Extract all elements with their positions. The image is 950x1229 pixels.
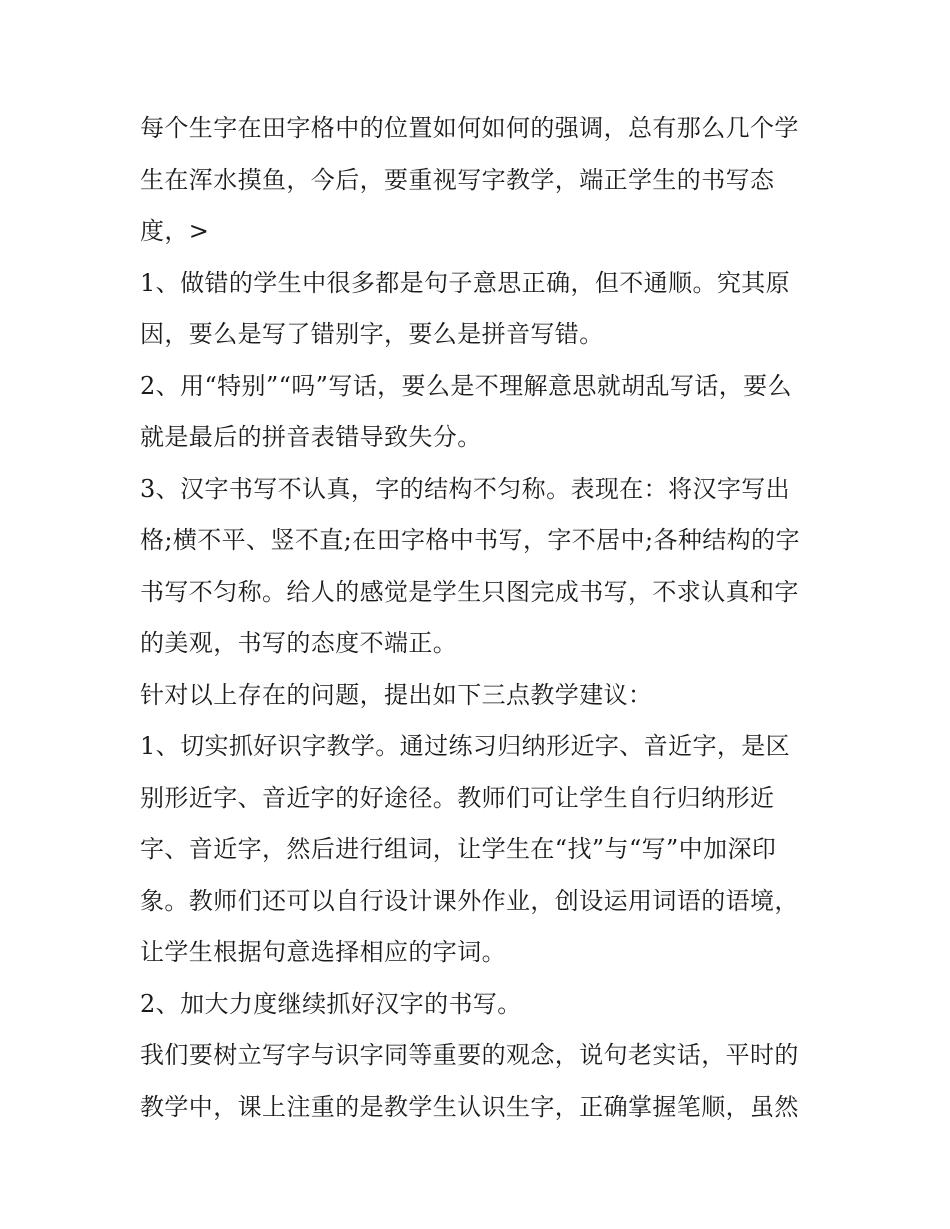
text-line: 书写不匀称。给人的感觉是学生只图完成书写，不求认真和字 xyxy=(140,577,799,606)
text-line: 度，> xyxy=(140,217,210,245)
text-line: 格;横不平、竖不直;在田字格中书写，字不居中;各种结构的字 xyxy=(140,526,800,554)
paragraph-problem-3 xyxy=(140,464,820,670)
paragraph-problem-2 xyxy=(140,361,820,464)
text-line: 2、用“特别”“吗”写话，要么是不理解意思就胡乱写话，要么 xyxy=(140,371,792,400)
text-line: 3、汉字书写不认真，字的结构不匀称。表现在：将汉字写出 xyxy=(140,474,791,503)
text-line: 字、音近字，然后进行组词，让学生在“找”与“写”中加深印 xyxy=(140,835,777,863)
text-line: 我们要树立写字与识字同等重要的观念，说句老实话，平时的 xyxy=(140,1041,799,1069)
text-line: 1、切实抓好识字教学。通过练习归纳形近字、音近字，是区 xyxy=(140,732,791,760)
text-line: 让学生根据句意选择相应的字词。 xyxy=(140,938,506,966)
document-body xyxy=(140,103,820,1133)
text-line: 2、加大力度继续抓好汉字的书写。 xyxy=(140,989,522,1018)
text-line: 的美观，书写的态度不端正。 xyxy=(140,629,458,657)
text-line: 教学中，课上注重的是教学生认识生字，正确掌握笔顺，虽然 xyxy=(140,1092,799,1121)
text-line: 象。教师们还可以自行设计课外作业，创设运用词语的语境， xyxy=(140,886,799,915)
text-line: 别形近字、音近字的好途径。教师们可让学生自行归纳形近 xyxy=(140,783,775,812)
paragraph-writing-importance xyxy=(140,1030,820,1133)
paragraph-suggestion-2 xyxy=(140,979,820,1031)
paragraph-problem-1 xyxy=(140,258,820,361)
paragraph-writing-attitude xyxy=(140,103,820,258)
paragraph-suggestion-1 xyxy=(140,721,820,979)
text-line: 1、做错的学生中很多都是句子意思正确，但不通顺。究其原 xyxy=(140,268,791,297)
text-line: 针对以上存在的问题，提出如下三点教学建议： xyxy=(140,680,653,709)
text-line: 每个生字在田字格中的位置如何如何的强调，总有那么几个学 xyxy=(140,114,799,142)
text-line: 因，要么是写了错别字，要么是拼音写错。 xyxy=(140,320,604,348)
paragraph-suggestions-intro xyxy=(140,670,820,722)
text-line: 生在浑水摸鱼，今后，要重视写字教学，端正学生的书写态 xyxy=(140,165,775,194)
text-line: 就是最后的拼音表错导致失分。 xyxy=(140,423,482,451)
